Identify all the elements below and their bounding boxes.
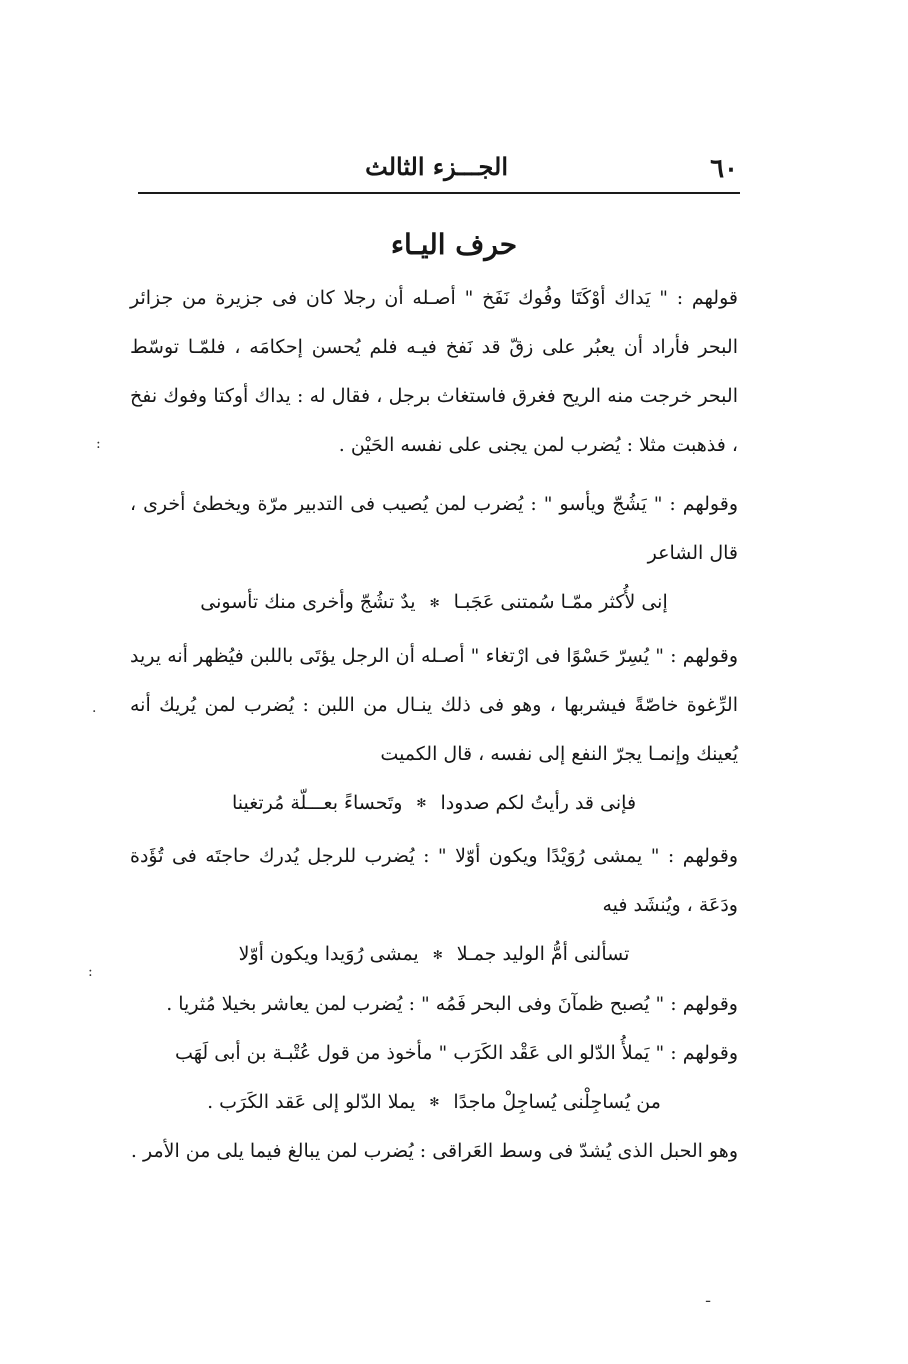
verse-hemistich-first: فإنى قد رأيتُ لكم صدودا: [440, 791, 637, 814]
verse-couplet: [130, 578, 738, 628]
entry-wa-huwa-alhabl: وهو الحبل الذى يُشدّ فى وسط العَراقى : يُضرب لمن يبالغ فيما يلى من الأمر .: [130, 1140, 738, 1162]
entry-yamlau-addalw: وقولهم : " يَملأُ الدّلو الى عَقْد الكَرَب " مأخوذ من قول عُتْبـة بن أبى لَهَب: [175, 1041, 738, 1064]
verse-hemistich-second: وتَحساءً بعـــلّة مُرتغينا: [231, 791, 403, 814]
page-number: ٦٠: [710, 154, 738, 184]
verse-separator-icon: ✻: [429, 1095, 440, 1109]
body-text: [130, 274, 738, 1176]
verse-separator-icon: ✻: [432, 947, 443, 962]
entry-yadaka-awkata: قولهم : " يَداك أوْكَتَا وفُوك نَفَخ " أصـله أن رجلا كان فى جزيرة من جزائر البحر فأراد أن يعبُر على زقّ قد نَفخ فيـه فلم يُحسن إحكامَه ، فلمّـا توسّط البحر خرجت منه الريح فغرق فاستغاث برجل ، فقال له : يداك أوكتا وفوك نفخ ، فذهبت مثلا : يُضرب لمن يجنى على نفسه الحَيْن .: [130, 287, 738, 456]
running-head: الجـــزء الثالث: [365, 152, 508, 181]
verse-hemistich-second: يمشى رُوَيدا ويكون أوّلا: [238, 943, 419, 965]
verse-hemistich-first: من يُساجِلْنى يُساجِلْ ماجدًا: [453, 1090, 661, 1113]
entry-yusirru-haswan: وقولهم : " يُسِرّ حَسْوًا فى ارْتغاء " أصـله أن الرجل يؤتَى باللبن فيُظهر أنه يريد الرِّغوة خاصّةً فيشربها ، وهو فى ذلك ينـال من اللبن : يُضرب لمن يُريك أنه يُعينك وإنمـا يجرّ النفع إلى نفسه ، قال الكميت: [130, 644, 738, 765]
verse-couplet: [130, 1078, 738, 1128]
verse-hemistich-first: إنى لأُكثر ممّـا سُمتنى عَجَبـا: [453, 591, 668, 613]
verse-separator-icon: ✻: [416, 796, 427, 810]
entry-yashujju-wa-yasu: وقولهم : " يَشُجّ ويأسو " : يُضرب لمن يُصيب فى التدبير مرّة ويخطئ أخرى ، قال الشاعر: [130, 493, 738, 564]
page-header: [138, 150, 738, 190]
verse-hemistich-first: تسألنى أمُّ الوليد جمـلا: [456, 943, 630, 965]
verse-couplet: [130, 930, 738, 980]
entry-yamshi-ruwaydan: وقولهم : " يمشى رُوَيْدًا ويكون أوّلا " : يُضرب للرجل يُدرك حاجتَه فى تُؤَدة ودَعَة ، ويُنشَد فيه: [130, 845, 738, 916]
verse-hemistich-second: يدٌ تشُجّ وأخرى منك تأسونى: [200, 591, 416, 613]
section-title: حرف اليـاء: [390, 228, 518, 261]
margin-speck: :: [96, 436, 101, 452]
verse-couplet: [130, 779, 738, 829]
header-rule: [138, 192, 740, 194]
margin-speck: ·: [92, 704, 97, 720]
margin-speck: ـ: [706, 1290, 711, 1306]
margin-speck: :: [88, 964, 93, 980]
entry-yusbihu-zamana: وقولهم : " يُصبح ظمآنَ وفى البحر فَمُه " : يُضرب لمن يعاشر بخيلا مُثريا .: [166, 992, 738, 1015]
verse-hemistich-second: يملا الدّلو إلى عَقد الكَرَب .: [207, 1090, 416, 1113]
verse-separator-icon: ✻: [429, 595, 440, 610]
